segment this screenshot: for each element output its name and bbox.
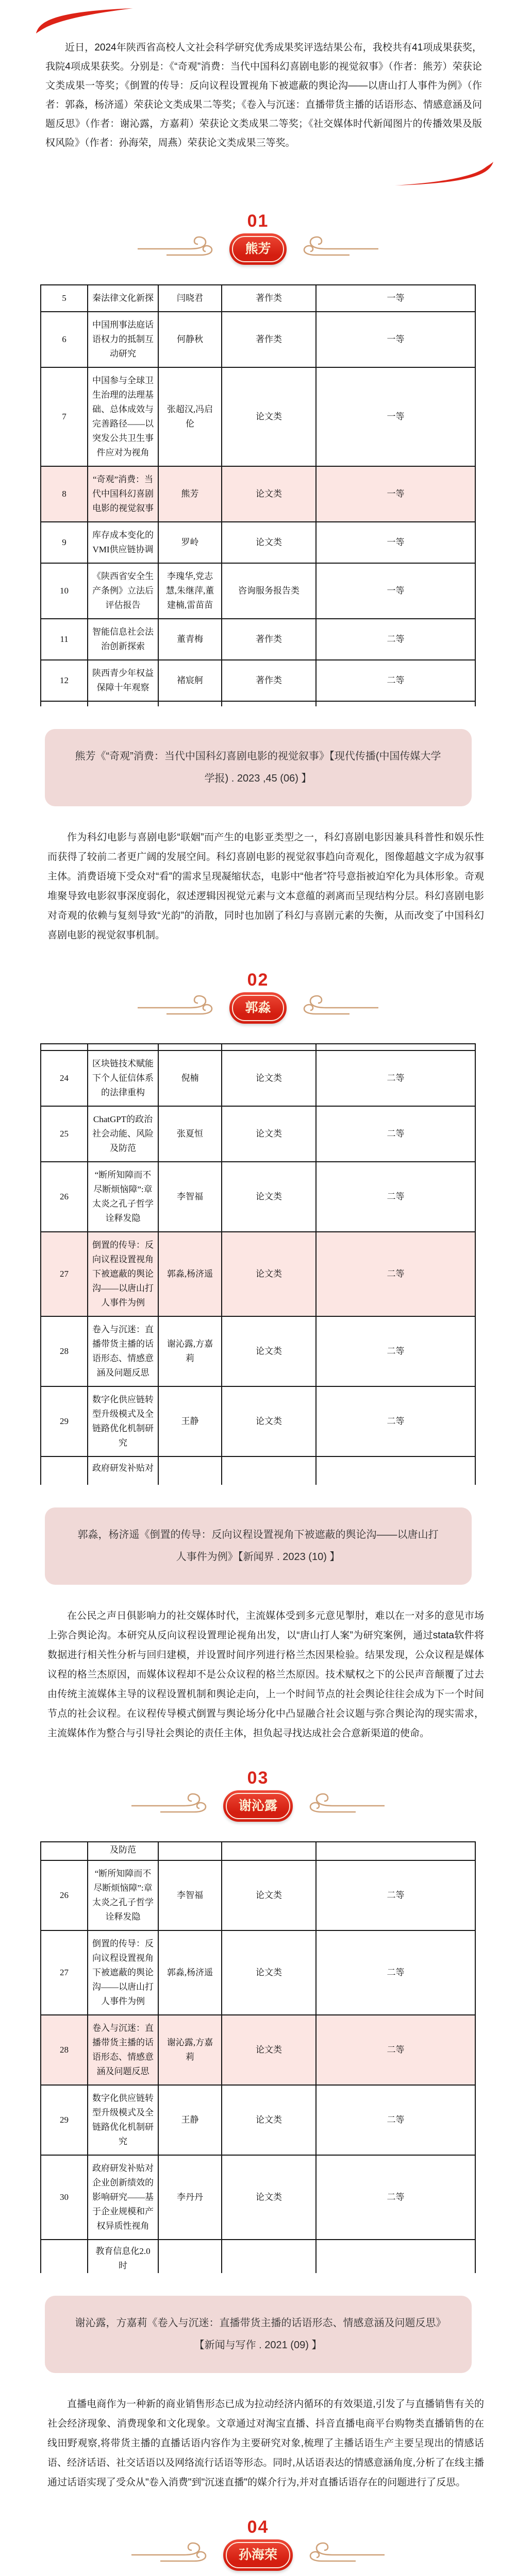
cell-author: 张超汉,冯启伦 <box>158 367 222 466</box>
abstract-paragraph: 直播电商作为一种新的商业销售形态已成为拉动经济内循环的有效渠道,引发了与直播销售有关的社会经济现象、消费现象和文化现象。文章通过对淘宝直播、抖音直播电商平台购物类直播销售的在线田野观察,将带货主播的直播话语内容作为主要研究对象,梳理了主播话语生产主要呈现出的情感话语、经济话语、社交话语以及网络流行话语等形态。同时,从话语表达的情感意涵角度,分析了在线主播通过话语实现了受众从"卷入消费"到"沉迷直播"的媒介行为,并对直播话语存在的问题进行了反思。 <box>47 2399 484 2488</box>
table-row <box>41 1050 475 1106</box>
cell-author <box>158 2240 222 2273</box>
cell-no: 5 <box>41 285 88 312</box>
section-badge <box>229 992 286 1024</box>
decorative-swoosh-top-left <box>35 7 134 34</box>
cell-no <box>41 2240 88 2273</box>
table-row <box>41 285 475 312</box>
award-section <box>0 2517 516 2576</box>
cell-author: 褚宸舸 <box>158 660 222 701</box>
cell-award: 二等 <box>316 1232 475 1316</box>
cell-type: 论文类 <box>222 1162 316 1232</box>
cell-title: 数字化供应链转型升级模式及全链路优化机制研究 <box>88 1386 158 1456</box>
section-badge-row <box>0 1790 516 1822</box>
table-row <box>41 2085 475 2155</box>
cell-author: 王静 <box>158 2085 222 2155</box>
table-row <box>41 2155 475 2240</box>
section-badge <box>229 233 286 265</box>
cell-award: 一等 <box>316 563 475 619</box>
cell-author: 郭淼,杨济遥 <box>158 1930 222 2015</box>
cell-type: 论文类 <box>222 1386 316 1456</box>
cell-author: 何静秋 <box>158 312 222 367</box>
cell-no: 29 <box>41 2085 88 2155</box>
cell-award: 一等 <box>316 466 475 522</box>
cell-author: 张夏恒 <box>158 1106 222 1162</box>
table-row <box>41 563 475 619</box>
cell-title: 及防范 <box>88 1842 158 1860</box>
cell-type: 咨询服务报告类 <box>222 563 316 619</box>
cell-no: 28 <box>41 2015 88 2085</box>
cell-award: 二等 <box>316 1316 475 1386</box>
cell-title: 教育信息化2.0时 <box>88 2240 158 2273</box>
cloud-ornament-right-icon <box>293 993 379 1023</box>
section-badge-label: 谢沁露 <box>238 1799 277 1813</box>
cell-no <box>41 1842 88 1860</box>
cell-award: 二等 <box>316 1106 475 1162</box>
cell-type <box>222 1044 316 1050</box>
cell-type <box>222 701 316 706</box>
cell-author <box>158 1044 222 1050</box>
cell-type: 著作类 <box>222 660 316 701</box>
cell-type: 著作类 <box>222 619 316 660</box>
cell-type: 论文类 <box>222 367 316 466</box>
cell-type: 论文类 <box>222 466 316 522</box>
cell-award <box>316 1456 475 1485</box>
cell-award: 二等 <box>316 660 475 701</box>
cell-title <box>88 1044 158 1050</box>
cell-title: 《陕西省安全生产条例》立法后评估报告 <box>88 563 158 619</box>
cell-author: 郭淼,杨济遥 <box>158 1232 222 1316</box>
cell-title: “断所知障而不尽断烦恼障”:章太炎之孔子哲学诠释发隐 <box>88 1162 158 1232</box>
cell-author <box>158 701 222 706</box>
cell-title: 政府研发补贴对 <box>88 1456 158 1485</box>
cell-no: 7 <box>41 367 88 466</box>
cell-type: 论文类 <box>222 1316 316 1386</box>
abstract-paragraph: 作为科幻电影与喜剧电影“联姻”而产生的电影亚类型之一，科幻喜剧电影因兼具科普性和娱乐性而获得了较前二者更广阔的发展空间。科幻喜剧电影的视觉叙事趋向奇观化，图像超越文字成为叙事主体。消费语境下受众对“看”的需求呈现凝缩状态，电影中“他者”符号意指被迫窄化为具体形象。奇观堆聚导致电影叙事深度弱化，叙述逻辑因视觉元素与文本意蕴的剥离而呈现结构分层。科幻喜剧电影对奇观的依赖与复刻导致“光韵”的消散，同时也加剧了科幻与喜剧元素的失衡，从而改变了中国科幻喜剧电影的视觉叙事机制。 <box>47 832 484 941</box>
cell-type: 著作类 <box>222 285 316 312</box>
table-row <box>41 312 475 367</box>
cell-title: 卷入与沉迷：直播带货主播的话语形态、情感意涵及问题反思 <box>88 1316 158 1386</box>
cell-author: 闫晓君 <box>158 285 222 312</box>
cell-author: 李智福 <box>158 1162 222 1232</box>
cell-title: 政府研发补贴对企业创新绩效的影响研究——基于企业规模和产权异质性视角 <box>88 2155 158 2240</box>
cell-type: 论文类 <box>222 2155 316 2240</box>
awards-table <box>40 1043 476 1485</box>
cell-title: 卷入与沉迷：直播带货主播的话语形态、情感意涵及问题反思 <box>88 2015 158 2085</box>
table-row-partial-top <box>41 1842 475 1860</box>
citation-box <box>45 2296 472 2373</box>
decorative-swoosh-right <box>393 161 494 187</box>
section-badge-row <box>0 2539 516 2571</box>
table-row-partial-bottom <box>41 701 475 706</box>
section-number: 02 <box>247 970 269 990</box>
cell-no: 24 <box>41 1050 88 1106</box>
sections <box>0 211 516 2576</box>
cell-no: 25 <box>41 1106 88 1162</box>
cell-award: 二等 <box>316 2015 475 2085</box>
citation-text: 谢沁露，方嘉莉《卷入与沉迷：直播带货主播的话语形态、情感意涵及问题反思》【新闻与写作 . 2021 (09) 】 <box>75 2317 441 2351</box>
cell-award <box>316 1044 475 1050</box>
cell-award <box>316 701 475 706</box>
cloud-ornament-right-icon <box>299 1791 386 1821</box>
cell-award: 二等 <box>316 1860 475 1930</box>
table-row <box>41 1930 475 2015</box>
cell-no: 26 <box>41 1860 88 1930</box>
cell-type: 论文类 <box>222 522 316 563</box>
section-number: 01 <box>247 211 269 231</box>
section-number: 04 <box>247 2517 269 2537</box>
cell-author: 熊芳 <box>158 466 222 522</box>
table-row <box>41 367 475 466</box>
cell-author: 王静 <box>158 1386 222 1456</box>
cell-award: 一等 <box>316 285 475 312</box>
section-badge <box>223 1790 293 1822</box>
cell-author: 董青梅 <box>158 619 222 660</box>
award-section <box>0 1768 516 2493</box>
cell-title: 中国刑事法庭话语权力的抵制互动研究 <box>88 312 158 367</box>
cell-type: 论文类 <box>222 1860 316 1930</box>
section-badge-label: 熊芳 <box>245 242 271 256</box>
cell-type: 论文类 <box>222 1106 316 1162</box>
cell-title: 中国参与全球卫生治理的法理基础、总体成效与完善路径——以突发公共卫生事件应对为视角 <box>88 367 158 466</box>
cell-award <box>316 1842 475 1860</box>
cell-no: 9 <box>41 522 88 563</box>
section-badge-label: 郭淼 <box>245 1001 271 1015</box>
cell-award: 一等 <box>316 522 475 563</box>
cell-no: 29 <box>41 1386 88 1456</box>
cell-type: 论文类 <box>222 1232 316 1316</box>
cell-award <box>316 2240 475 2273</box>
cell-title: 陕西青少年权益保障十年观察 <box>88 660 158 701</box>
cell-award: 二等 <box>316 1050 475 1106</box>
table-row <box>41 2015 475 2085</box>
table-row <box>41 1106 475 1162</box>
cell-type: 论文类 <box>222 2085 316 2155</box>
cell-title: “断所知障而不尽断烦恼障”:章太炎之孔子哲学诠释发隐 <box>88 1860 158 1930</box>
cell-no: 30 <box>41 2155 88 2240</box>
section-badge-row <box>0 233 516 265</box>
cell-no: 10 <box>41 563 88 619</box>
table-row <box>41 1386 475 1456</box>
cell-award: 二等 <box>316 619 475 660</box>
cell-type: 著作类 <box>222 312 316 367</box>
table-row <box>41 1860 475 1930</box>
cell-title: 倒置的传导：反向议程设置视角下被遮蔽的舆论沟——以唐山打人事件为例 <box>88 1232 158 1316</box>
cell-author: 谢沁露,方嘉莉 <box>158 1316 222 1386</box>
cell-no: 27 <box>41 1232 88 1316</box>
cell-award: 二等 <box>316 1930 475 2015</box>
section-badge-row <box>0 992 516 1024</box>
cell-no: 26 <box>41 1162 88 1232</box>
cloud-ornament-left-icon <box>130 2540 217 2570</box>
cell-title: 秦法律文化新探 <box>88 285 158 312</box>
cell-type: 论文类 <box>222 1930 316 2015</box>
cloud-ornament-left-icon <box>130 1791 217 1821</box>
cell-type: 论文类 <box>222 2015 316 2085</box>
cell-title: “奇观”消费：当代中国科幻喜剧电影的视觉叙事 <box>88 466 158 522</box>
cloud-ornament-right-icon <box>293 234 379 264</box>
cell-no <box>41 1044 88 1050</box>
cell-author: 李瑰华,党志慧,朱继萍,董建楠,雷苗苗 <box>158 563 222 619</box>
cell-author: 李智福 <box>158 1860 222 1930</box>
cell-award: 二等 <box>316 2155 475 2240</box>
table-row-partial-top <box>41 1044 475 1050</box>
table-row <box>41 1316 475 1386</box>
table-row <box>41 522 475 563</box>
cell-no: 12 <box>41 660 88 701</box>
table-row <box>41 660 475 701</box>
cell-title: 智能信息社会法治创新探索 <box>88 619 158 660</box>
cell-type <box>222 1842 316 1860</box>
cell-author <box>158 1842 222 1860</box>
table-row <box>41 1162 475 1232</box>
cell-award: 二等 <box>316 2085 475 2155</box>
citation-box <box>45 1507 472 1585</box>
table-row-partial-bottom <box>41 2240 475 2273</box>
cell-author <box>158 1456 222 1485</box>
citation-text: 熊芳《“奇观”消费：当代中国科幻喜剧电影的视觉叙事》【现代传播(中国传媒大学学报) . 2023 ,45 (06) 】 <box>75 751 441 784</box>
cell-award: 一等 <box>316 312 475 367</box>
section-badge <box>223 2539 293 2571</box>
abstract-paragraph: 在公民之声日俱影响力的社交媒体时代，主流媒体受到多元意见掣肘，难以在一对多的意见市场上弥合舆论沟。本研究从反向议程设置理论视角出发，以“唐山打人案”为研究案例，通过stata软件将数据进行相关性分析与回归建模，并设置时间序列进行格兰杰因果检验。结果发现，公众议程是媒体议程的格兰杰原因，而媒体议程却不是公众议程的格兰杰原因。技术赋权之下的公民声音颠覆了过去由传统主流媒体主导的议程设置机制和舆论走向，上一个时间节点的社会舆论往往会成为下一个时间节点的社会议程。在议程传导模式倒置与舆论场分化中凸显融合社会议题与弥合舆论沟的现实需求，主流媒体作为整合与引导社会舆论的责任主体，担负起寻找达成社会合意新渠道的使命。 <box>47 1611 484 1739</box>
awards-table <box>40 1841 476 2273</box>
citation-box <box>45 729 472 806</box>
cell-type <box>222 2240 316 2273</box>
cell-no <box>41 1456 88 1485</box>
intro-paragraph: 近日，2024年陕西省高校人文社会科学研究优秀成果奖评选结果公布，我校共有41项成果获奖，我院4项成果获奖。分别是：《“奇观”消费：当代中国科幻喜剧电影的视觉叙事》（作者：熊芳）荣获论文类成果一等奖；《倒置的传导：反向议程设置视角下被遮蔽的舆论沟——以唐山打人事件为例》（作者：郭淼，杨济遥）荣获论文类成果二等奖；《卷入与沉迷：直播带货主播的话语形态、情感意涵及问题反思》（作者：谢沁露，方嘉莉）荣获论文类成果二等奖；《社交媒体时代新闻图片的传播效果及版权风险》（作者：孙海荣，周燕）荣获论文类成果三等奖。 <box>45 42 482 148</box>
cell-author: 罗岭 <box>158 522 222 563</box>
citation-text: 郭淼，杨济遥《倒置的传导：反向议程设置视角下被遮蔽的舆论沟——以唐山打人事件为例》【新闻界 . 2023 (10) 】 <box>77 1529 439 1563</box>
awards-table <box>40 284 476 706</box>
cell-no <box>41 701 88 706</box>
cell-type: 论文类 <box>222 1050 316 1106</box>
cell-no: 11 <box>41 619 88 660</box>
table-row <box>41 1232 475 1316</box>
cloud-ornament-left-icon <box>137 234 223 264</box>
cell-title: 区块链技术赋能下个人征信体系的法律重构 <box>88 1050 158 1106</box>
cell-award: 一等 <box>316 367 475 466</box>
cell-author: 倪楠 <box>158 1050 222 1106</box>
cloud-ornament-left-icon <box>137 993 223 1023</box>
table-row-partial-bottom <box>41 1456 475 1485</box>
cell-award: 二等 <box>316 1386 475 1456</box>
table-row <box>41 466 475 522</box>
section-badge-label: 孙海荣 <box>238 2548 277 2562</box>
cell-no: 27 <box>41 1930 88 2015</box>
award-section <box>0 211 516 945</box>
cell-title: 库存成本变化的VMI供应链协调 <box>88 522 158 563</box>
cell-no: 28 <box>41 1316 88 1386</box>
cell-title: ChatGPT的政治社会动能、风险及防范 <box>88 1106 158 1162</box>
cell-type <box>222 1456 316 1485</box>
cell-no: 8 <box>41 466 88 522</box>
cell-no: 6 <box>41 312 88 367</box>
cell-title: 数字化供应链转型升级模式及全链路优化机制研究 <box>88 2085 158 2155</box>
cell-title: 倒置的传导：反向议程设置视角下被遮蔽的舆论沟——以唐山打人事件为例 <box>88 1930 158 2015</box>
cloud-ornament-right-icon <box>299 2540 386 2570</box>
table-row <box>41 619 475 660</box>
section-number: 03 <box>247 1768 269 1788</box>
cell-title <box>88 701 158 706</box>
cell-award: 二等 <box>316 1162 475 1232</box>
cell-author: 李丹丹 <box>158 2155 222 2240</box>
cell-author: 谢沁露,方嘉莉 <box>158 2015 222 2085</box>
award-section <box>0 970 516 1743</box>
